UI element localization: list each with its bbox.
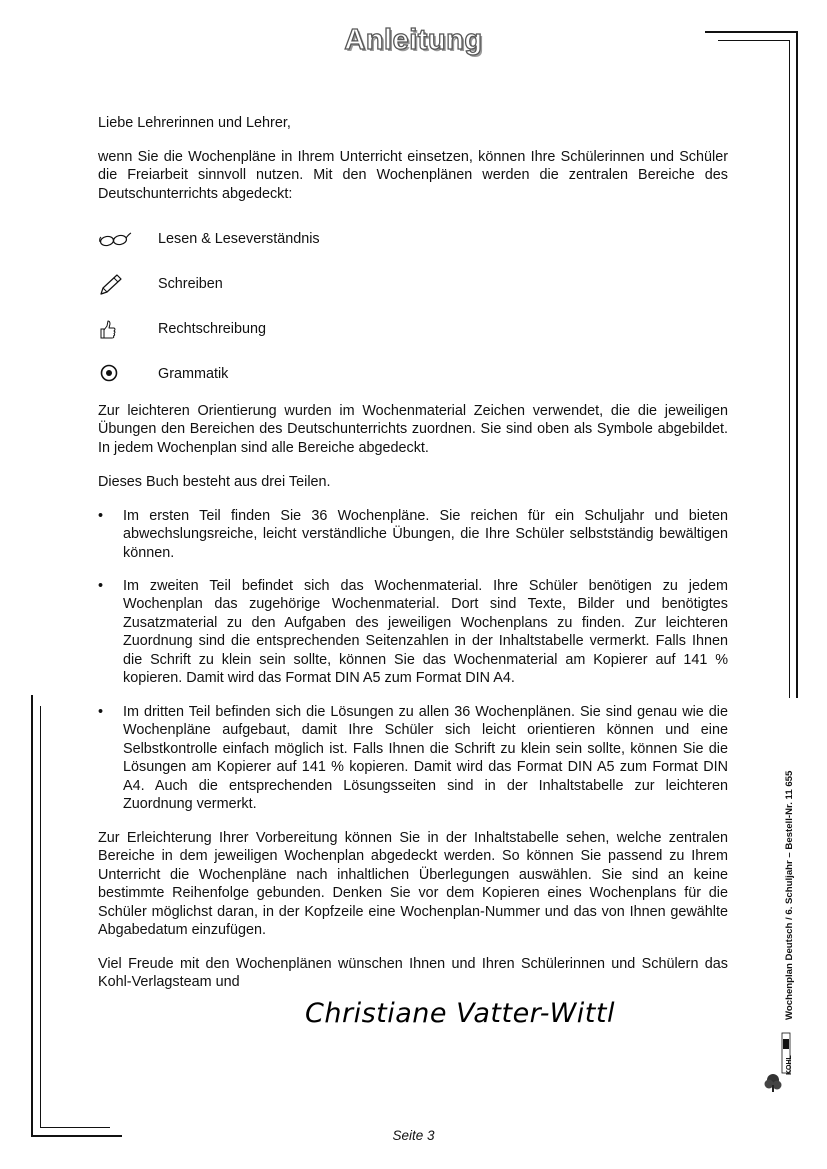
- area-label: Rechtschreibung: [158, 321, 266, 337]
- glasses-icon: [98, 229, 132, 251]
- area-label: Grammatik: [158, 366, 229, 382]
- logo-text: KOHL: [786, 1055, 793, 1075]
- area-label: Schreiben: [158, 276, 223, 292]
- orientation-paragraph: Zur leichteren Orientierung wurden im Wochenmaterial Zeichen verwendet, die die jeweiligen Übungen den Bereichen des Deutschunterrichts zuordnen. Sie sind oben als Symbole abgebildet. In jedem Wochenplan sind alle Bereiche abgedeckt.: [98, 403, 728, 456]
- bullet-dot: •: [98, 508, 104, 524]
- tree-icon: [765, 1074, 782, 1092]
- target-icon: [98, 364, 132, 386]
- vertical-imprint: Wochenplan Deutsch / 6. Schuljahr – Bestell-Nr. 11 655: [784, 770, 795, 1020]
- bullet-dot: •: [98, 704, 104, 720]
- thumbs-up-icon: [98, 319, 132, 341]
- pen-icon: [98, 274, 132, 296]
- bullet-dot: •: [98, 578, 104, 594]
- intro-paragraph: wenn Sie die Wochenpläne in Ihrem Unterricht einsetzen, können Ihre Schülerinnen und Schüler die Freiarbeit sinnvoll nutzen. Mit den Wochenplänen werden die zentralen Bereiche des Deutschunterrichts abgedeckt:: [98, 149, 728, 202]
- area-label: Lesen & Leseverständnis: [158, 231, 320, 247]
- page-number: Seite 3: [392, 1128, 435, 1143]
- closing-paragraph: Viel Freude mit den Wochenplänen wünschen Ihnen und Ihren Schülerinnen und Schülern das Kohl-Verlagsteam und: [98, 956, 728, 991]
- list-item-text: Im dritten Teil befinden sich die Lösungen zu allen 36 Wochenplänen. Sie sind genau wie die Wochenpläne aufgebaut, damit Ihre Schüler sich leicht orientieren können und eine Selbstkontrolle einfach möglich ist. Falls Ihnen die Schrift zu klein sein sollte, können Sie die Lösungen am Kopierer auf 141 % kopieren. Damit wird das Format DIN A5 zum Format DIN A4. Auch die entsprechenden Lösungsseiten sind in der Inhaltstabelle zur leichteren Zuordnung vermerkt.: [123, 704, 728, 813]
- list-item-text: Im ersten Teil finden Sie 36 Wochenpläne. Sie reichen für ein Schuljahr und bieten abwechslungsreiche, leicht verständliche Übungen, die Ihre Schüler selbstständig bewältigen können.: [123, 508, 728, 561]
- publisher-logo: [763, 1025, 803, 1095]
- list-item-text: Im zweiten Teil befindet sich das Wochenmaterial. Ihre Schüler benötigen zu jedem Wochenplan das zugehörige Wochenmaterial. Dort sind Texte, Bilder und benötigtes Zusatzmaterial zu den Aufgaben des jeweiligen Wochenplans zu finden. Zur leichteren Zuordnung sind die entsprechenden Seitenzahlen in der Inhaltstabelle vermerkt. Falls Ihnen die Schrift zu klein sein sollte, können Sie das Wochenmaterial am Kopierer auf 141 % kopieren. Damit wird das Format DIN A5 zum Format DIN A4.: [123, 578, 728, 687]
- signature: Christiane Vatter-Wittl: [305, 998, 615, 1029]
- parts-intro: Dieses Buch besteht aus drei Teilen.: [98, 474, 331, 490]
- page-title: Anleitung: [344, 24, 483, 56]
- preparation-paragraph: Zur Erleichterung Ihrer Vorbereitung können Sie in der Inhaltstabelle sehen, welche zentralen Bereiche in dem jeweiligen Wochenplan abgedeckt werden. So können Sie passend zu Ihrem Unterricht die Wochenpläne nach inhaltlichen Überlegungen auswählen. Sie sind an keine bestimmte Reihenfolge gebunden. Denken Sie vor dem Kopieren eines Wochenplans für die Schüler möglichst daran, in der Kopfzeile eine Wochenplan-Nummer und das von Ihnen gewählte Abgabedatum einzufügen.: [98, 830, 728, 939]
- greeting: Liebe Lehrerinnen und Lehrer,: [98, 115, 291, 131]
